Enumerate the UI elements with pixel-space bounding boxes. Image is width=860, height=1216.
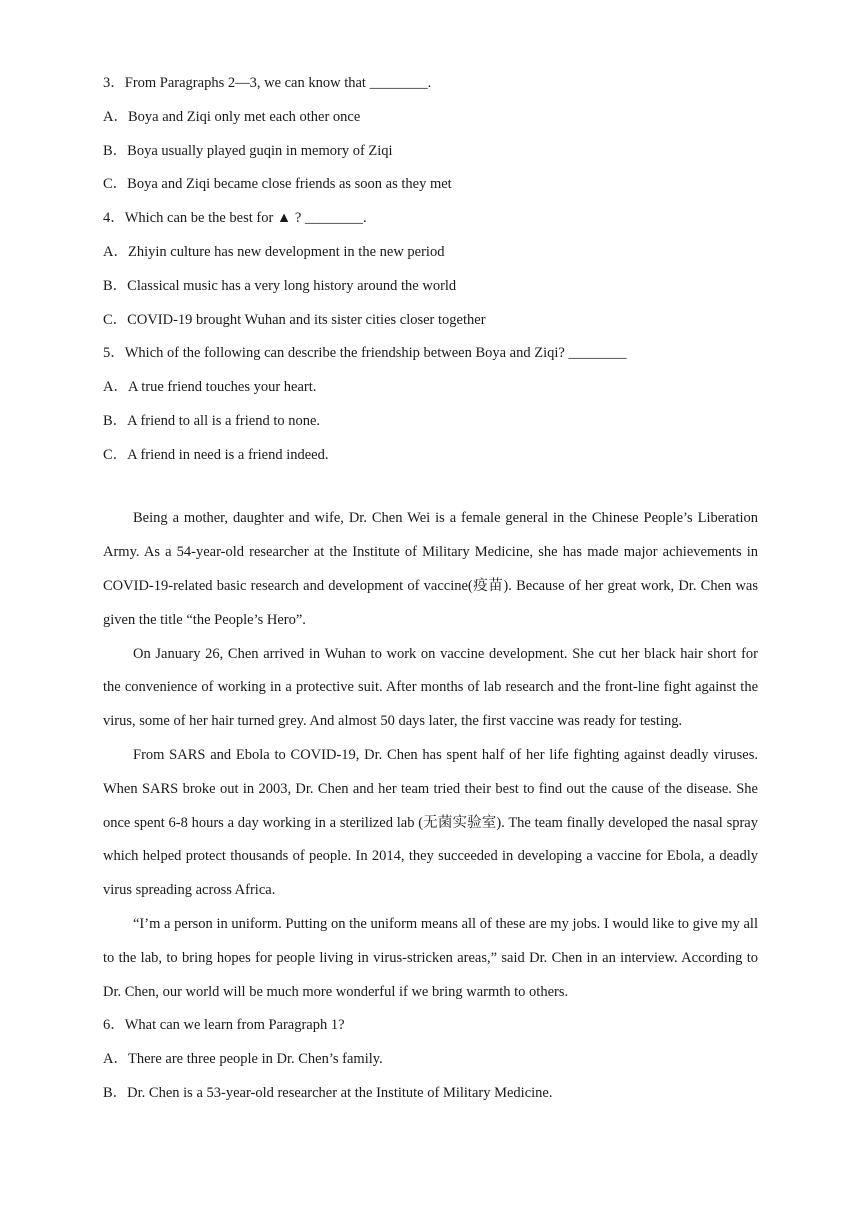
option-a: A．Boya and Ziqi only met each other once — [103, 108, 361, 125]
question-stem: 4．Which can be the best for ▲ ? ________. — [103, 210, 367, 227]
passage-paragraph-4: “I’m a person in uniform. Putting on the uniform means all of these are my jobs. I would like to give my all to the lab, to bring hopes for people living in virus-stricken areas,” said Dr. Chen in an interview. According to Dr. Chen, our world will be much more wonderful if we bring warmth to others. — [103, 915, 758, 1000]
option-a: A．There are three people in Dr. Chen’s family. — [103, 1051, 383, 1068]
question-3 — [103, 70, 758, 205]
option-c: C．Boya and Ziqi became close friends as soon as they met — [103, 176, 452, 193]
option-b: B．A friend to all is a friend to none. — [103, 412, 321, 429]
passage-paragraph-3: From SARS and Ebola to COVID-19, Dr. Chen has spent half of her life fighting against deadly viruses. When SARS broke out in 2003, Dr. Chen and her team tried their best to find out the cause of the disease. She once spent 6-8 hours a day working in a sterilized lab (无菌实验室). The team finally developed the nasal spray which helped protect thousands of people. In 2014, they succeeded in developing a vaccine for Ebola, a deadly virus spreading across Africa. — [103, 746, 758, 899]
reading-passage — [103, 502, 758, 1009]
document-page — [103, 70, 758, 1111]
option-c: C．COVID-19 brought Wuhan and its sister cities closer together — [103, 311, 486, 328]
option-b: B．Classical music has a very long history around the world — [103, 277, 457, 294]
option-a: A．A true friend touches your heart. — [103, 379, 317, 396]
option-b: B．Dr. Chen is a 53-year-old researcher at the Institute of Military Medicine. — [103, 1084, 553, 1101]
option-c: C．A friend in need is a friend indeed. — [103, 446, 329, 463]
passage-paragraph-2: On January 26, Chen arrived in Wuhan to work on vaccine development. She cut her black hair short for the convenience of working in a protective suit. After months of lab research and the front-line fight against the virus, some of her hair turned grey. And almost 50 days later, the first vaccine was ready for testing. — [103, 645, 758, 730]
question-5 — [103, 340, 758, 475]
question-6 — [103, 1009, 758, 1110]
passage-paragraph-1: Being a mother, daughter and wife, Dr. Chen Wei is a female general in the Chinese People’s Liberation Army. As a 54-year-old researcher at the Institute of Military Medicine, she has made major achievements in COVID-19-related basic research and development of vaccine(疫苗). Because of her great work, Dr. Chen was given the title “the People’s Hero”. — [103, 510, 758, 628]
question-4 — [103, 205, 758, 340]
question-stem: 5．Which of the following can describe the friendship between Boya and Ziqi? ________ — [103, 345, 627, 362]
option-b: B．Boya usually played guqin in memory of Ziqi — [103, 142, 393, 159]
option-a: A．Zhiyin culture has new development in the new period — [103, 243, 445, 260]
question-stem: 6．What can we learn from Paragraph 1? — [103, 1017, 345, 1034]
question-stem: 3．From Paragraphs 2—3, we can know that ________. — [103, 75, 432, 91]
